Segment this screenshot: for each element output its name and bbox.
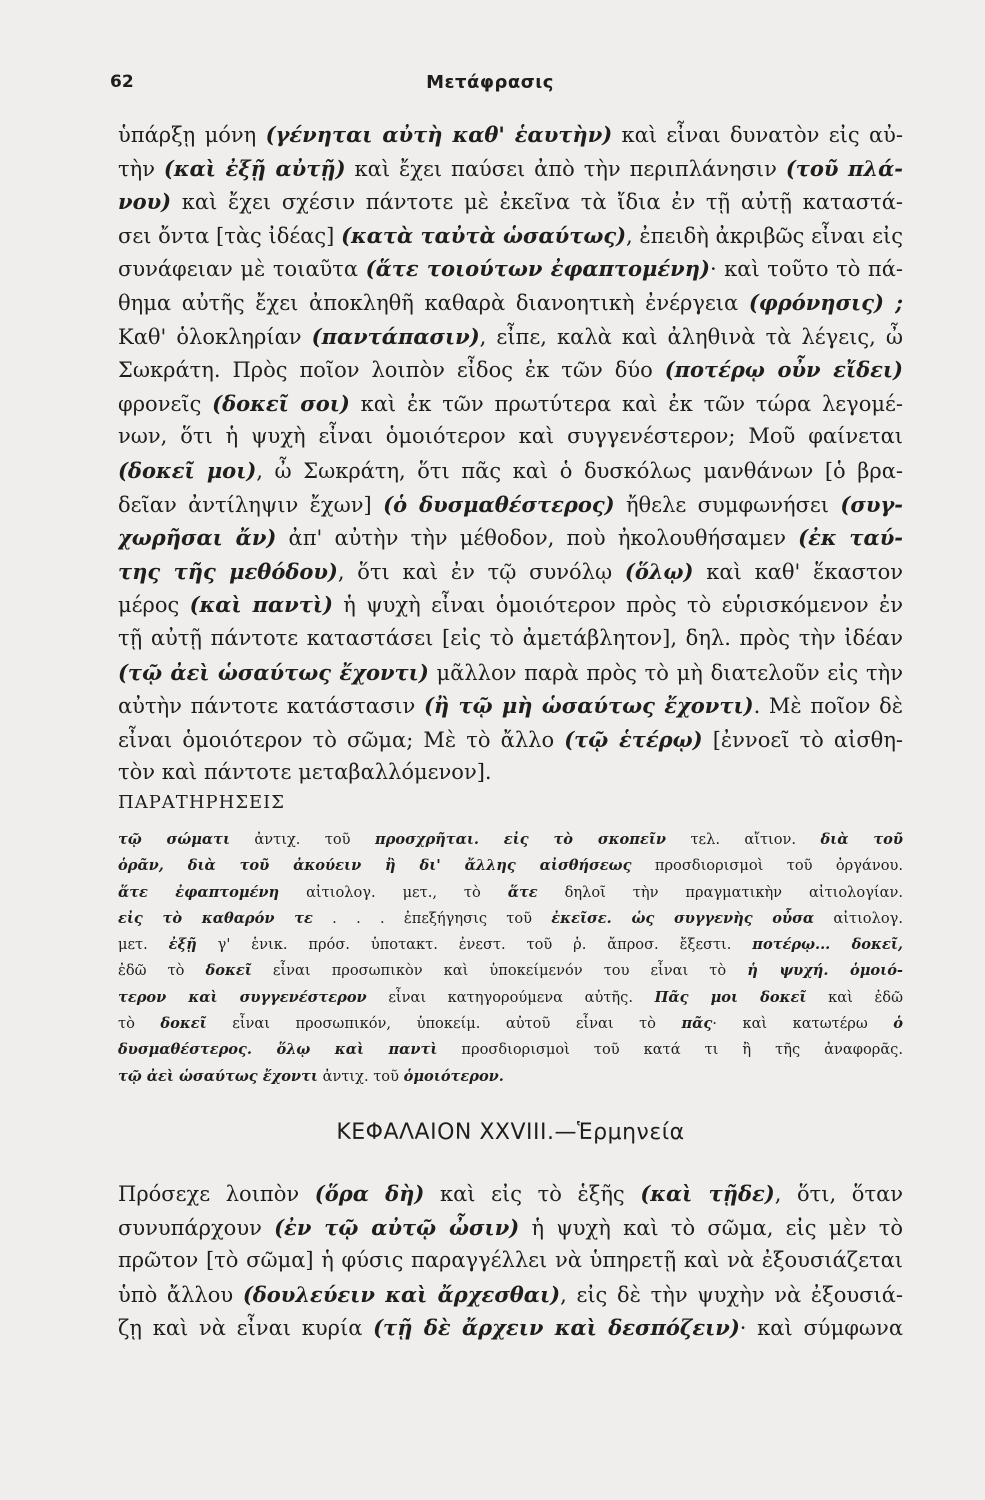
- text-line: ὑπάρξῃ μόνη (γένηται αὐτὴ καθ' ἑαυτὴν) καὶ εἶναι δυνατὸν εἰς αὐ-: [118, 122, 903, 147]
- text-line: συνάφειαν μὲ τοιαῦτα (ἅτε τοιούτων ἐφαπτομένη)· καὶ τοῦτο τὸ πά-: [118, 256, 903, 282]
- text-line: της τῆς μεθόδου), ὅτι καὶ ἐν τῷ συνόλῳ (ὅλῳ) καὶ καθ' ἕκαστον: [118, 558, 903, 584]
- text-line: ἅτε ἐφαπτομένη αἰτιολογ. μετ., τὸ ἅτε δηλοῖ τὴν πραγματικὴν αἰτιολογίαν.: [118, 883, 903, 901]
- greek-original-phrase: (ὅρα δὴ): [314, 1181, 425, 1206]
- text-line: τὸν καὶ πάντοτε μεταβαλλόμενον].: [118, 760, 492, 785]
- greek-original-phrase: προσχρῆται. εἰς τὸ σκοπεῖν: [374, 831, 667, 848]
- text-line: χωρῆσαι ἄν) ἀπ' αὐτὴν τὴν μέθοδον, ποὺ ἠκολουθήσαμεν (ἐκ ταύ-: [118, 525, 903, 551]
- greek-original-phrase: ἐξῇ: [168, 936, 197, 954]
- text-line: δεῖαν ἀντίληψιν ἔχων] (ὁ δυσμαθέστερος) ἤθελε συμφωνήσει (συγ-: [118, 491, 903, 517]
- greek-original-phrase: (δοκεῖ σοι): [212, 390, 350, 416]
- text-line: Σωκράτη. Πρὸς ποῖον λοιπὸν εἶδος ἐκ τῶν δύο (ποτέρῳ οὖν εἴδει): [118, 357, 903, 383]
- greek-original-phrase: νου): [118, 189, 172, 215]
- greek-original-phrase: πᾶς: [681, 1015, 713, 1033]
- text-line: εἶναι ὁμοιότερον τὸ σῶμα; Μὲ τὸ ἄλλο (τῷ ἑτέρῳ) [ἐννοεῖ τὸ αἰσθη-: [118, 726, 903, 752]
- text-line: δυσμαθέστερος. ὅλῳ καὶ παντὶ προσδιορισμοὶ τοῦ κατά τι ἢ τῆς ἀναφορᾶς.: [118, 1041, 903, 1059]
- text-line: τῇ αὐτῇ πάντοτε καταστάσει [εἰς τὸ ἀμετάβλητον], δηλ. πρὸς τὴν ἰδέαν: [118, 625, 903, 650]
- text-line: φρονεῖς (δοκεῖ σοι) καὶ ἐκ τῶν πρωτύτερα καὶ ἐκ τῶν τώρα λεγομέ-: [118, 390, 903, 416]
- text-line: (δοκεῖ μοι), ὦ Σωκράτη, ὅτι πᾶς καὶ ὁ δυσκόλως μανθάνων [ὁ βρα-: [118, 457, 903, 483]
- greek-original-phrase: (ἅτε τοιούτων ἐφαπτομένη): [365, 256, 710, 282]
- greek-original-phrase: Πᾶς μοι δοκεῖ: [654, 988, 807, 1006]
- text-line: ὑπὸ ἄλλου (δουλεύειν καὶ ἄρχεσθαι), εἰς δὲ τὴν ψυχὴν νὰ ἐξουσιά-: [118, 1281, 903, 1307]
- greek-original-phrase: ὁ: [893, 1015, 903, 1033]
- greek-original-phrase: ὁρᾶν, διὰ τοῦ ἀκούειν ἢ δι' ἄλλης αἰσθήσεως: [118, 857, 632, 875]
- notes-heading: ΠΑΡΑΤΗΡΗΣΕΙΣ: [118, 792, 286, 813]
- greek-original-phrase: τερον καὶ συγγενέστερον: [118, 988, 367, 1006]
- text-line: ἐδῶ τὸ δοκεῖ εἶναι προσωπικὸν καὶ ὑποκείμενόν του εἶναι τὸ ἡ ψυχή. ὁμοιό-: [118, 962, 903, 980]
- greek-original-phrase: διὰ τοῦ: [820, 831, 903, 848]
- text-line: πρῶτον [τὸ σῶμα] ἡ φύσις παραγγέλλει νὰ ὑπηρετῇ καὶ νὰ ἐξουσιάζεται: [118, 1248, 903, 1273]
- text-line: Καθ' ὁλοκληρίαν (παντάπασιν), εἶπε, καλὰ καὶ ἀληθινὰ τὰ λέγεις, ὦ: [118, 323, 903, 349]
- greek-original-phrase: (ὁ δυσμαθέστερος): [383, 491, 615, 517]
- text-line: (τῷ ἀεὶ ὡσαύτως ἔχοντι) μᾶλλον παρὰ πρὸς τὸ μὴ διατελοῦν εἰς τὴν: [118, 659, 903, 685]
- chapter-heading: ΚΕΦΑΛΑΙΟΝ XXVIII.—Ἑρμηνεία: [336, 1120, 685, 1145]
- text-line: θημα αὐτῆς ἔχει ἀποκληθῆ καθαρὰ διανοητικὴ ἐνέργεια (φρόνησις) ;: [118, 289, 903, 315]
- greek-original-phrase: (τῷ ἑτέρῳ): [564, 726, 703, 752]
- greek-original-phrase: ἡ ψυχή. ὁμοιό-: [747, 962, 903, 980]
- text-line: τῷ ἀεὶ ὡσαύτως ἔχοντι ἀντιχ. τοῦ ὁμοιότερον.: [118, 1067, 504, 1085]
- greek-original-phrase: δοκεῖ: [205, 962, 252, 980]
- greek-original-phrase: δυσμαθέστερος. ὅλῳ καὶ παντὶ: [118, 1041, 438, 1059]
- text-line: εἰς τὸ καθαρόν τε . . . ἐπεξήγησις τοῦ ἐκεῖσε. ὡς συγγενὴς οὖσα αἰτιολογ.: [118, 909, 903, 927]
- greek-original-phrase: (καὶ τῇδε): [640, 1181, 775, 1206]
- greek-original-phrase: ἐκεῖσε. ὡς συγγενὴς οὖσα: [551, 909, 815, 927]
- greek-original-phrase: (γένηται αὐτὴ καθ' ἑαυτὴν): [265, 122, 613, 147]
- text-line: νου) καὶ ἔχει σχέσιν πάντοτε μὲ ἐκεῖνα τὰ ἴδια ἐν τῇ αὐτῇ καταστά-: [118, 189, 903, 215]
- text-line: συνυπάρχουν (ἐν τῷ αὐτῷ ὦσιν) ἡ ψυχὴ καὶ τὸ σῶμα, εἰς μὲν τὸ: [118, 1214, 903, 1240]
- text-line: τὸ δοκεῖ εἶναι προσωπικόν, ὑποκείμ. αὐτοῦ εἶναι τὸ πᾶς· καὶ κατωτέρω ὁ: [118, 1015, 903, 1033]
- greek-original-phrase: (δουλεύειν καὶ ἄρχεσθαι): [242, 1281, 561, 1307]
- text-line: αὐτὴν πάντοτε κατάστασιν (ἢ τῷ μὴ ὡσαύτως ἔχοντι). Μὲ ποῖον δὲ: [118, 693, 903, 719]
- text-line: τερον καὶ συγγενέστερον εἶναι κατηγορούμενα αὐτῆς. Πᾶς μοι δοκεῖ καὶ ἐδῶ: [118, 988, 903, 1006]
- page-header: [110, 72, 870, 102]
- greek-original-phrase: δοκεῖ: [160, 1015, 207, 1033]
- chapter-text: [118, 1177, 903, 1345]
- greek-original-phrase: (φρόνησις) ;: [748, 289, 903, 315]
- text-line: ὁρᾶν, διὰ τοῦ ἀκούειν ἢ δι' ἄλλης αἰσθήσεως προσδιορισμοὶ τοῦ ὀργάνου.: [118, 857, 903, 875]
- text-line: Πρόσεχε λοιπὸν (ὅρα δὴ) καὶ εἰς τὸ ἑξῆς (καὶ τῇδε), ὅτι, ὅταν: [118, 1181, 903, 1206]
- text-line: τὴν (καὶ ἐξῇ αὐτῇ) καὶ ἔχει παύσει ἀπὸ τὴν περιπλάνησιν (τοῦ πλά-: [118, 155, 903, 181]
- greek-original-phrase: (ἢ τῷ μὴ ὡσαύτως ἔχοντι): [423, 693, 754, 719]
- greek-original-phrase: (καὶ ἐξῇ αὐτῇ): [163, 155, 346, 181]
- text-line: μέρος (καὶ παντὶ) ἡ ψυχὴ εἶναι ὁμοιότερον πρὸς τὸ εὑρισκόμενον ἐν: [118, 592, 903, 618]
- greek-original-phrase: χωρῆσαι ἄν): [118, 525, 277, 551]
- greek-original-phrase: (παντάπασιν): [311, 323, 480, 349]
- greek-original-phrase: (τῷ ἀεὶ ὡσαύτως ἔχοντι): [118, 659, 429, 685]
- greek-original-phrase: (καὶ παντὶ): [189, 592, 333, 618]
- greek-original-phrase: ποτέρῳ... δοκεῖ,: [752, 936, 903, 954]
- text-line: σει ὄντα [τὰς ἰδέας] (κατὰ ταὐτὰ ὡσαύτως), ἐπειδὴ ἀκριβῶς εἶναι εἰς: [118, 222, 903, 248]
- greek-original-phrase: (κατὰ ταὐτὰ ὡσαύτως): [341, 222, 627, 248]
- greek-original-phrase: (ὅλῳ): [624, 558, 694, 584]
- running-title: Μετάφρασις: [426, 72, 554, 93]
- text-line: ζῃ καὶ νὰ εἶναι κυρία (τῇ δὲ ἄρχειν καὶ δεσπόζειν)· καὶ σύμφωνα: [118, 1315, 903, 1341]
- greek-original-phrase: εἰς τὸ καθαρόν τε: [118, 909, 313, 927]
- greek-original-phrase: (δοκεῖ μοι): [118, 457, 257, 483]
- notes-text: [118, 827, 903, 1090]
- greek-original-phrase: (ποτέρῳ οὖν εἴδει): [664, 357, 903, 383]
- greek-original-phrase: τῷ σώματι: [118, 831, 231, 848]
- greek-original-phrase: ἅτε ἐφαπτομένη: [118, 883, 280, 901]
- greek-original-phrase: ὁμοιότερον.: [403, 1067, 504, 1085]
- text-line: νων, ὅτι ἡ ψυχὴ εἶναι ὁμοιότερον καὶ συγγενέστερον; Μοῦ φαίνεται: [118, 424, 903, 449]
- greek-original-phrase: ἅτε: [507, 883, 538, 901]
- greek-original-phrase: της τῆς μεθόδου): [118, 558, 338, 584]
- page-number: 62: [110, 72, 134, 92]
- greek-original-phrase: τῷ ἀεὶ ὡσαύτως ἔχοντι: [118, 1067, 318, 1085]
- greek-original-phrase: (ἐν τῷ αὐτῷ ὦσιν): [274, 1214, 520, 1240]
- greek-original-phrase: (συγ-: [840, 491, 903, 517]
- greek-original-phrase: (τοῦ πλά-: [785, 155, 903, 181]
- main-text: [118, 118, 903, 790]
- greek-original-phrase: (ἐκ ταύ-: [798, 525, 903, 551]
- greek-original-phrase: (τῇ δὲ ἄρχειν καὶ δεσπόζειν): [373, 1315, 740, 1341]
- text-line: μετ. ἐξῇ γ' ἑνικ. πρόσ. ὑποτακτ. ἐνεστ. τοῦ ῥ. ἄπροσ. ἔξεστι. ποτέρῳ... δοκεῖ,: [118, 936, 903, 954]
- text-line: τῷ σώματι ἀντιχ. τοῦ προσχρῆται. εἰς τὸ σκοπεῖν τελ. αἴτιον. διὰ τοῦ: [118, 831, 903, 848]
